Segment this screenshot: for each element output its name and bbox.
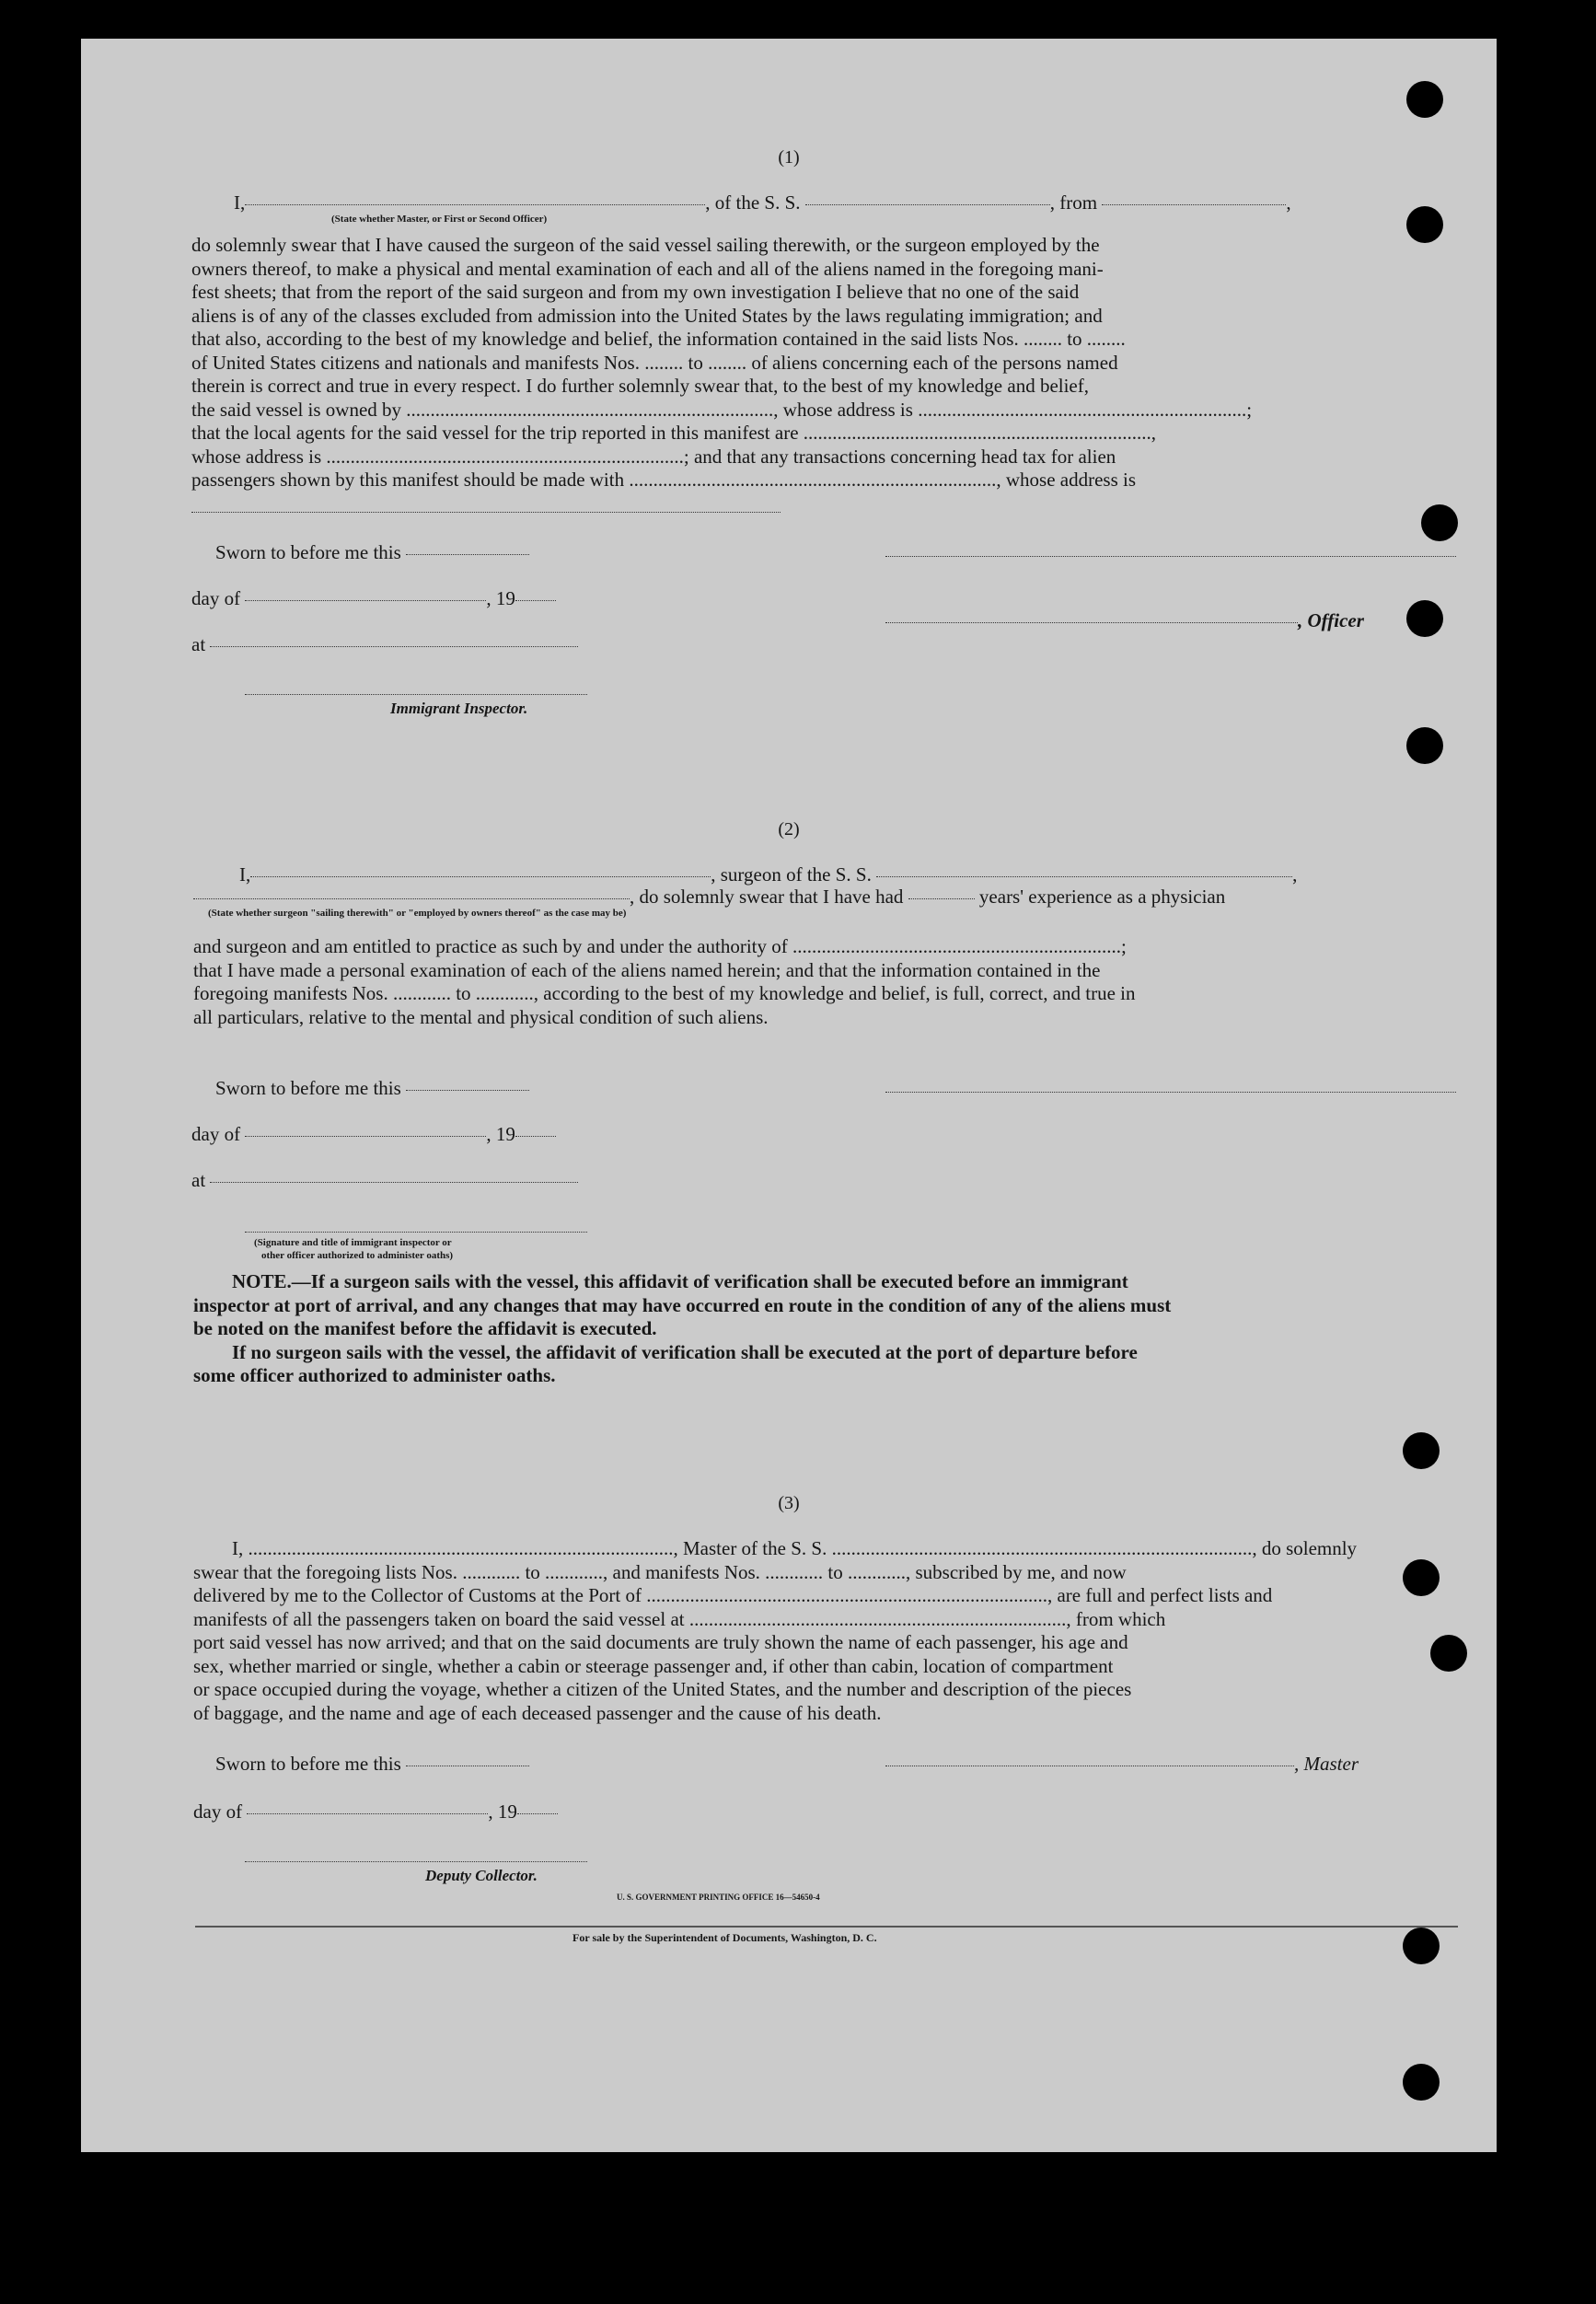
punch-hole: [1406, 81, 1443, 118]
sec2-body-line: foregoing manifests Nos. ............ to ............, according to the best of my knowledge and belief, is full, correct, and true in: [193, 982, 1136, 1004]
sec2-first-line: I, , surgeon of the S. S. ,: [239, 863, 1298, 886]
punch-hole: [1403, 1559, 1440, 1596]
sec1-body-line: do solemnly swear that I have caused the surgeon of the said vessel sailing therewith, or the surgeon employed by the: [191, 234, 1100, 256]
sec3-body-line: of baggage, and the name and age of each deceased passenger and the cause of his death.: [193, 1701, 882, 1724]
note-line: inspector at port of arrival, and any changes that may have occurred en route in the condition of any of the aliens must: [193, 1293, 1172, 1316]
sec3-body-line: manifests of all the passengers taken on board the said vessel at .............................................................................., from which: [193, 1607, 1166, 1630]
punch-hole: [1406, 727, 1443, 764]
sec2-sig-caption-2: other officer authorized to administer oaths): [261, 1250, 454, 1261]
sec1-body-line: owners thereof, to make a physical and mental examination of each and all of the aliens named in the foregoing mani-: [191, 257, 1104, 280]
sec2-body: [193, 935, 1458, 1029]
note-line: be noted on the manifest before the affidavit is executed.: [193, 1317, 657, 1339]
sec1-body-line: of United States citizens and nationals and manifests Nos. ........ to ........ of aliens concerning each of the persons named: [191, 351, 1118, 374]
sec1-under-label: (State whether Master, or First or Second Officer): [331, 214, 548, 225]
manifest-affidavit-page: [81, 39, 1497, 2152]
sec1-body-line: fest sheets; that from the report of the said surgeon and from my own investigation I believe that no one of the said: [191, 281, 1080, 303]
sec2-body-line: all particulars, relative to the mental and physical condition of such aliens.: [193, 1005, 769, 1028]
sec2-sworn: Sworn to before me this: [215, 1077, 529, 1099]
sale-notice: For sale by the Superintendent of Documents, Washington, D. C.: [572, 1931, 877, 1944]
sec2-body-line: that I have made a personal examination of each of the aliens named herein; and that the information contained in the: [193, 958, 1101, 981]
sec3-body-line: or space occupied during the voyage, whether a citizen of the United States, and the number and description of the pieces: [193, 1678, 1132, 1700]
sec2-second-line: , do solemnly swear that I have had years' experience as a physician: [193, 886, 1225, 908]
sec1-body-line: that the local agents for the said vessel for the trip reported in this manifest are ........................................................................,: [191, 422, 1157, 444]
sec2-at: at: [191, 1169, 578, 1191]
sec1-address-line: [191, 512, 781, 513]
sec1-body-line: whose address is ..........................................................................; and that any transactions concerning head tax for alien: [191, 445, 1116, 468]
punch-hole: [1403, 2064, 1440, 2101]
note-line: NOTE.—If a surgeon sails with the vessel, this affidavit of verification shall be executed before an immigrant: [232, 1270, 1128, 1292]
sec3-collector-caption: Deputy Collector.: [425, 1867, 538, 1884]
punch-hole: [1430, 1635, 1467, 1672]
punch-hole: [1421, 504, 1458, 541]
sec2-inspector-line: [245, 1232, 587, 1233]
sec1-body-line: passengers shown by this manifest should be made with ............................................................................, whose address is: [191, 469, 1136, 491]
section-3-number: (3): [778, 1493, 800, 1513]
sec1-body-line: that also, according to the best of my knowledge and belief, the information contained in the said lists Nos. ........ to ........: [191, 328, 1126, 350]
sec3-body-line: I, ........................................................................................, Master of the S. S. ......................................................................................., do solemnly: [232, 1537, 1358, 1559]
sec2-body-line: and surgeon and am entitled to practice as such by and under the authority of ....................................................................;: [193, 935, 1127, 957]
sec1-day-of: day of , 19: [191, 587, 556, 609]
sec1-inspector-line: [245, 694, 587, 695]
punch-hole: [1403, 1928, 1440, 1964]
printing-office-line: U. S. GOVERNMENT PRINTING OFFICE 16—54650-4: [617, 1893, 820, 1902]
sec3-body-line: delivered by me to the Collector of Customs at the Port of ..................................................................................., are full and perfect lists and: [193, 1584, 1273, 1606]
sec3-master-line: , Master: [885, 1753, 1359, 1775]
sec1-first-line: I, , of the S. S. , from ,: [234, 191, 1291, 214]
sec1-sworn: Sworn to before me this: [215, 541, 529, 563]
section-2-number: (2): [778, 819, 800, 839]
sec1-body: [191, 234, 1458, 492]
sec3-body-line: port said vessel has now arrived; and that on the said documents are truly shown the name of each passenger, his age and: [193, 1631, 1128, 1653]
note-line: If no surgeon sails with the vessel, the affidavit of verification shall be executed at the port of departure before: [232, 1340, 1138, 1363]
sec1-body-line: aliens is of any of the classes excluded from admission into the United States by the laws regulating immigration; and: [191, 304, 1103, 327]
sec3-sworn: Sworn to before me this: [215, 1753, 529, 1775]
sec3-body-line: swear that the foregoing lists Nos. ............ to ............, and manifests Nos. ............ to ............, subscribed by me, and now: [193, 1560, 1127, 1583]
sec2-under-label: (State whether surgeon "sailing therewith" or "employed by owners thereof" as the case may be): [208, 908, 627, 919]
sec1-inspector-caption: Immigrant Inspector.: [390, 700, 528, 717]
punch-hole: [1406, 600, 1443, 637]
punch-hole: [1403, 1432, 1440, 1469]
footer-rule: [195, 1926, 1458, 1928]
sec1-signature-line: [885, 556, 1456, 557]
sec1-officer-line: , Officer: [885, 609, 1364, 631]
punch-hole: [1406, 206, 1443, 243]
sec3-body: [193, 1537, 1458, 1725]
sec3-collector-line: [245, 1861, 587, 1862]
sec3-day-of: day of , 19: [193, 1800, 558, 1823]
sec1-body-line: therein is correct and true in every respect. I do further solemnly swear that, to the best of my knowledge and belief,: [191, 375, 1089, 397]
sec2-sig-caption-1: (Signature and title of immigrant inspector or: [254, 1237, 452, 1248]
sec2-day-of: day of , 19: [191, 1123, 556, 1145]
sec2-note: [193, 1270, 1458, 1388]
sec1-at: at: [191, 633, 578, 655]
sec1-body-line: the said vessel is owned by ............................................................................, whose address is ....................................................................;: [191, 398, 1253, 421]
section-1-number: (1): [778, 147, 800, 168]
sec3-body-line: sex, whether married or single, whether a cabin or steerage passenger and, if other than cabin, location of compartment: [193, 1654, 1114, 1677]
note-line: some officer authorized to administer oaths.: [193, 1364, 556, 1386]
sec2-signature-line: [885, 1092, 1456, 1093]
